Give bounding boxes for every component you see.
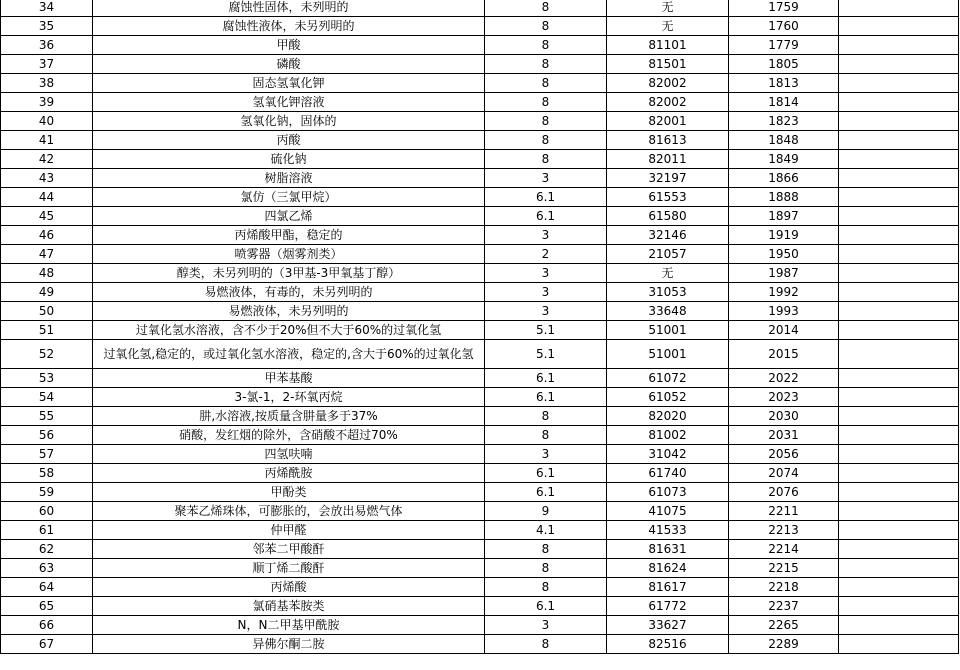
note-cell bbox=[839, 226, 959, 245]
hazard-class-cell: 3 bbox=[485, 169, 607, 188]
goods-name-cell: N，N二甲基甲酰胺 bbox=[93, 616, 485, 635]
un-number-cell: 2076 bbox=[729, 483, 839, 502]
row-number-cell: 46 bbox=[1, 226, 93, 245]
goods-name-cell: 过氧化氢,稳定的，或过氧化氢水溶液，稳定的,含大于60%的过氧化氢 bbox=[93, 340, 485, 369]
goods-name-cell: 丙酸 bbox=[93, 131, 485, 150]
goods-name-cell: 硝酸，发红烟的除外，含硝酸不超过70% bbox=[93, 426, 485, 445]
row-number-cell: 43 bbox=[1, 169, 93, 188]
cn-number-cell: 41533 bbox=[607, 521, 729, 540]
un-number-cell: 1987 bbox=[729, 264, 839, 283]
note-cell bbox=[839, 245, 959, 264]
cn-number-cell: 82002 bbox=[607, 74, 729, 93]
row-number-cell: 38 bbox=[1, 74, 93, 93]
row-number-cell: 37 bbox=[1, 55, 93, 74]
un-number-cell: 2023 bbox=[729, 388, 839, 407]
goods-name-cell: 腐蚀性固体，未列明的 bbox=[93, 0, 485, 17]
row-number-cell: 52 bbox=[1, 340, 93, 369]
row-number-cell: 59 bbox=[1, 483, 93, 502]
cn-number-cell: 82516 bbox=[607, 635, 729, 654]
hazard-class-cell: 6.1 bbox=[485, 388, 607, 407]
table-row bbox=[1, 36, 959, 55]
hazard-class-cell: 9 bbox=[485, 502, 607, 521]
hazard-class-cell: 2 bbox=[485, 245, 607, 264]
cn-number-cell: 无 bbox=[607, 0, 729, 17]
cn-number-cell: 82002 bbox=[607, 93, 729, 112]
note-cell bbox=[839, 502, 959, 521]
note-cell bbox=[839, 426, 959, 445]
hazard-class-cell: 8 bbox=[485, 635, 607, 654]
un-number-cell: 1805 bbox=[729, 55, 839, 74]
cn-number-cell: 61740 bbox=[607, 464, 729, 483]
table-row bbox=[1, 388, 959, 407]
row-number-cell: 67 bbox=[1, 635, 93, 654]
cn-number-cell: 81501 bbox=[607, 55, 729, 74]
note-cell bbox=[839, 36, 959, 55]
cn-number-cell: 61072 bbox=[607, 369, 729, 388]
goods-name-cell: 邻苯二甲酸酐 bbox=[93, 540, 485, 559]
un-number-cell: 1849 bbox=[729, 150, 839, 169]
cn-number-cell: 21057 bbox=[607, 245, 729, 264]
row-number-cell: 36 bbox=[1, 36, 93, 55]
goods-name-cell: 3-氯-1，2-环氧丙烷 bbox=[93, 388, 485, 407]
table-row bbox=[1, 407, 959, 426]
un-number-cell: 2289 bbox=[729, 635, 839, 654]
row-number-cell: 64 bbox=[1, 578, 93, 597]
note-cell bbox=[839, 578, 959, 597]
un-number-cell: 1993 bbox=[729, 302, 839, 321]
hazard-class-cell: 3 bbox=[485, 616, 607, 635]
hazard-class-cell: 5.1 bbox=[485, 340, 607, 369]
goods-name-cell: 氢氧化钾溶液 bbox=[93, 93, 485, 112]
note-cell bbox=[839, 150, 959, 169]
table-row bbox=[1, 188, 959, 207]
table-row bbox=[1, 302, 959, 321]
table-row bbox=[1, 0, 959, 17]
note-cell bbox=[839, 264, 959, 283]
hazard-class-cell: 3 bbox=[485, 302, 607, 321]
goods-name-cell: 四氢呋喃 bbox=[93, 445, 485, 464]
table-row bbox=[1, 445, 959, 464]
note-cell bbox=[839, 445, 959, 464]
hazard-class-cell: 6.1 bbox=[485, 207, 607, 226]
cn-number-cell: 31042 bbox=[607, 445, 729, 464]
row-number-cell: 66 bbox=[1, 616, 93, 635]
hazard-class-cell: 8 bbox=[485, 74, 607, 93]
cn-number-cell: 81631 bbox=[607, 540, 729, 559]
note-cell bbox=[839, 283, 959, 302]
row-number-cell: 45 bbox=[1, 207, 93, 226]
goods-name-cell: 氢氧化钠，固体的 bbox=[93, 112, 485, 131]
row-number-cell: 42 bbox=[1, 150, 93, 169]
row-number-cell: 63 bbox=[1, 559, 93, 578]
note-cell bbox=[839, 131, 959, 150]
note-cell bbox=[839, 0, 959, 17]
un-number-cell: 1779 bbox=[729, 36, 839, 55]
note-cell bbox=[839, 616, 959, 635]
row-number-cell: 50 bbox=[1, 302, 93, 321]
un-number-cell: 1759 bbox=[729, 0, 839, 17]
table-row bbox=[1, 502, 959, 521]
hazard-class-cell: 8 bbox=[485, 131, 607, 150]
row-number-cell: 48 bbox=[1, 264, 93, 283]
un-number-cell: 1813 bbox=[729, 74, 839, 93]
goods-name-cell: 氯硝基苯胺类 bbox=[93, 597, 485, 616]
cn-number-cell: 51001 bbox=[607, 340, 729, 369]
note-cell bbox=[839, 559, 959, 578]
cn-number-cell: 81613 bbox=[607, 131, 729, 150]
un-number-cell: 1888 bbox=[729, 188, 839, 207]
goods-name-cell: 易燃液体，未另列明的 bbox=[93, 302, 485, 321]
goods-name-cell: 腐蚀性液体，未另列明的 bbox=[93, 17, 485, 36]
note-cell bbox=[839, 369, 959, 388]
cn-number-cell: 61052 bbox=[607, 388, 729, 407]
table-row bbox=[1, 521, 959, 540]
table-row bbox=[1, 578, 959, 597]
table-row bbox=[1, 207, 959, 226]
un-number-cell: 2030 bbox=[729, 407, 839, 426]
table-row bbox=[1, 74, 959, 93]
table-row bbox=[1, 597, 959, 616]
note-cell bbox=[839, 464, 959, 483]
un-number-cell: 2211 bbox=[729, 502, 839, 521]
un-number-cell: 2214 bbox=[729, 540, 839, 559]
un-number-cell: 2014 bbox=[729, 321, 839, 340]
table-row bbox=[1, 464, 959, 483]
goods-name-cell: 树脂溶液 bbox=[93, 169, 485, 188]
cn-number-cell: 61553 bbox=[607, 188, 729, 207]
hazard-class-cell: 3 bbox=[485, 264, 607, 283]
hazard-class-cell: 8 bbox=[485, 426, 607, 445]
table-row bbox=[1, 540, 959, 559]
row-number-cell: 61 bbox=[1, 521, 93, 540]
un-number-cell: 2031 bbox=[729, 426, 839, 445]
table-row bbox=[1, 283, 959, 302]
table-row bbox=[1, 340, 959, 369]
table-row bbox=[1, 321, 959, 340]
un-number-cell: 1814 bbox=[729, 93, 839, 112]
row-number-cell: 39 bbox=[1, 93, 93, 112]
hazard-class-cell: 8 bbox=[485, 150, 607, 169]
hazard-class-cell: 6.1 bbox=[485, 483, 607, 502]
cn-number-cell: 31053 bbox=[607, 283, 729, 302]
un-number-cell: 1950 bbox=[729, 245, 839, 264]
row-number-cell: 44 bbox=[1, 188, 93, 207]
note-cell bbox=[839, 17, 959, 36]
goods-name-cell: 磷酸 bbox=[93, 55, 485, 74]
goods-name-cell: 硫化钠 bbox=[93, 150, 485, 169]
un-number-cell: 1897 bbox=[729, 207, 839, 226]
note-cell bbox=[839, 112, 959, 131]
goods-name-cell: 肼,水溶液,按质量含肼量多于37% bbox=[93, 407, 485, 426]
note-cell bbox=[839, 483, 959, 502]
note-cell bbox=[839, 55, 959, 74]
table-row bbox=[1, 426, 959, 445]
note-cell bbox=[839, 388, 959, 407]
note-cell bbox=[839, 93, 959, 112]
goods-name-cell: 聚苯乙烯珠体，可膨胀的，会放出易燃气体 bbox=[93, 502, 485, 521]
goods-name-cell: 过氧化氢水溶液，含不少于20%但不大于60%的过氧化氢 bbox=[93, 321, 485, 340]
note-cell bbox=[839, 321, 959, 340]
hazard-class-cell: 8 bbox=[485, 112, 607, 131]
hazard-class-cell: 6.1 bbox=[485, 369, 607, 388]
cn-number-cell: 81002 bbox=[607, 426, 729, 445]
goods-name-cell: 甲酚类 bbox=[93, 483, 485, 502]
goods-name-cell: 氯仿（三氯甲烷） bbox=[93, 188, 485, 207]
goods-name-cell: 顺丁烯二酸酐 bbox=[93, 559, 485, 578]
hazard-class-cell: 8 bbox=[485, 55, 607, 74]
un-number-cell: 1992 bbox=[729, 283, 839, 302]
row-number-cell: 65 bbox=[1, 597, 93, 616]
hazard-class-cell: 5.1 bbox=[485, 321, 607, 340]
row-number-cell: 60 bbox=[1, 502, 93, 521]
table-row bbox=[1, 635, 959, 654]
un-number-cell: 1919 bbox=[729, 226, 839, 245]
note-cell bbox=[839, 302, 959, 321]
table-row bbox=[1, 112, 959, 131]
table-row bbox=[1, 264, 959, 283]
goods-name-cell: 甲苯基酸 bbox=[93, 369, 485, 388]
row-number-cell: 57 bbox=[1, 445, 93, 464]
note-cell bbox=[839, 635, 959, 654]
goods-name-cell: 易燃液体，有毒的，未另列明的 bbox=[93, 283, 485, 302]
note-cell bbox=[839, 169, 959, 188]
goods-name-cell: 醇类，未另列明的（3甲基-3甲氧基丁醇） bbox=[93, 264, 485, 283]
note-cell bbox=[839, 188, 959, 207]
cn-number-cell: 无 bbox=[607, 264, 729, 283]
cn-number-cell: 51001 bbox=[607, 321, 729, 340]
cn-number-cell: 32197 bbox=[607, 169, 729, 188]
row-number-cell: 58 bbox=[1, 464, 93, 483]
cn-number-cell: 61772 bbox=[607, 597, 729, 616]
cn-number-cell: 33648 bbox=[607, 302, 729, 321]
goods-name-cell: 丙烯酸 bbox=[93, 578, 485, 597]
table-row bbox=[1, 226, 959, 245]
cn-number-cell: 81101 bbox=[607, 36, 729, 55]
table-row bbox=[1, 131, 959, 150]
cn-number-cell: 41075 bbox=[607, 502, 729, 521]
goods-name-cell: 喷雾器（烟雾剂类） bbox=[93, 245, 485, 264]
cn-number-cell: 无 bbox=[607, 17, 729, 36]
hazard-class-cell: 8 bbox=[485, 0, 607, 17]
un-number-cell: 1760 bbox=[729, 17, 839, 36]
cn-number-cell: 33627 bbox=[607, 616, 729, 635]
row-number-cell: 54 bbox=[1, 388, 93, 407]
row-number-cell: 56 bbox=[1, 426, 93, 445]
row-number-cell: 53 bbox=[1, 369, 93, 388]
table-row bbox=[1, 55, 959, 74]
un-number-cell: 2015 bbox=[729, 340, 839, 369]
goods-name-cell: 仲甲醛 bbox=[93, 521, 485, 540]
un-number-cell: 2022 bbox=[729, 369, 839, 388]
hazard-class-cell: 3 bbox=[485, 226, 607, 245]
un-number-cell: 2074 bbox=[729, 464, 839, 483]
row-number-cell: 49 bbox=[1, 283, 93, 302]
note-cell bbox=[839, 207, 959, 226]
note-cell bbox=[839, 407, 959, 426]
hazard-class-cell: 3 bbox=[485, 283, 607, 302]
note-cell bbox=[839, 340, 959, 369]
hazard-class-cell: 8 bbox=[485, 36, 607, 55]
row-number-cell: 40 bbox=[1, 112, 93, 131]
table-row bbox=[1, 169, 959, 188]
hazard-class-cell: 6.1 bbox=[485, 464, 607, 483]
row-number-cell: 35 bbox=[1, 17, 93, 36]
cn-number-cell: 82011 bbox=[607, 150, 729, 169]
hazard-class-cell: 4.1 bbox=[485, 521, 607, 540]
hazard-class-cell: 8 bbox=[485, 540, 607, 559]
table-row bbox=[1, 150, 959, 169]
note-cell bbox=[839, 74, 959, 93]
table-row bbox=[1, 17, 959, 36]
hazard-class-cell: 6.1 bbox=[485, 597, 607, 616]
hazard-class-cell: 8 bbox=[485, 559, 607, 578]
row-number-cell: 47 bbox=[1, 245, 93, 264]
cn-number-cell: 81624 bbox=[607, 559, 729, 578]
note-cell bbox=[839, 540, 959, 559]
hazard-class-cell: 8 bbox=[485, 93, 607, 112]
goods-name-cell: 丙烯酸甲酯，稳定的 bbox=[93, 226, 485, 245]
table-row bbox=[1, 483, 959, 502]
un-number-cell: 2218 bbox=[729, 578, 839, 597]
note-cell bbox=[839, 521, 959, 540]
table-body bbox=[1, 0, 959, 654]
cn-number-cell: 61073 bbox=[607, 483, 729, 502]
cn-number-cell: 61580 bbox=[607, 207, 729, 226]
row-number-cell: 55 bbox=[1, 407, 93, 426]
hazard-class-cell: 8 bbox=[485, 17, 607, 36]
cn-number-cell: 82020 bbox=[607, 407, 729, 426]
un-number-cell: 2265 bbox=[729, 616, 839, 635]
un-number-cell: 1866 bbox=[729, 169, 839, 188]
row-number-cell: 34 bbox=[1, 0, 93, 17]
goods-name-cell: 丙烯酰胺 bbox=[93, 464, 485, 483]
un-number-cell: 1823 bbox=[729, 112, 839, 131]
row-number-cell: 41 bbox=[1, 131, 93, 150]
un-number-cell: 2237 bbox=[729, 597, 839, 616]
table-row bbox=[1, 245, 959, 264]
un-number-cell: 2215 bbox=[729, 559, 839, 578]
un-number-cell: 2056 bbox=[729, 445, 839, 464]
row-number-cell: 51 bbox=[1, 321, 93, 340]
table-row bbox=[1, 93, 959, 112]
row-number-cell: 62 bbox=[1, 540, 93, 559]
table-row bbox=[1, 559, 959, 578]
cn-number-cell: 32146 bbox=[607, 226, 729, 245]
un-number-cell: 2213 bbox=[729, 521, 839, 540]
goods-name-cell: 甲酸 bbox=[93, 36, 485, 55]
goods-name-cell: 四氯乙烯 bbox=[93, 207, 485, 226]
table-row bbox=[1, 616, 959, 635]
cn-number-cell: 82001 bbox=[607, 112, 729, 131]
hazard-class-cell: 6.1 bbox=[485, 188, 607, 207]
hazard-class-cell: 3 bbox=[485, 445, 607, 464]
hazard-class-cell: 8 bbox=[485, 578, 607, 597]
goods-name-cell: 异佛尔酮二胺 bbox=[93, 635, 485, 654]
table-row bbox=[1, 369, 959, 388]
cn-number-cell: 81617 bbox=[607, 578, 729, 597]
note-cell bbox=[839, 597, 959, 616]
goods-name-cell: 固态氢氧化钾 bbox=[93, 74, 485, 93]
un-number-cell: 1848 bbox=[729, 131, 839, 150]
hazard-class-cell: 8 bbox=[485, 407, 607, 426]
